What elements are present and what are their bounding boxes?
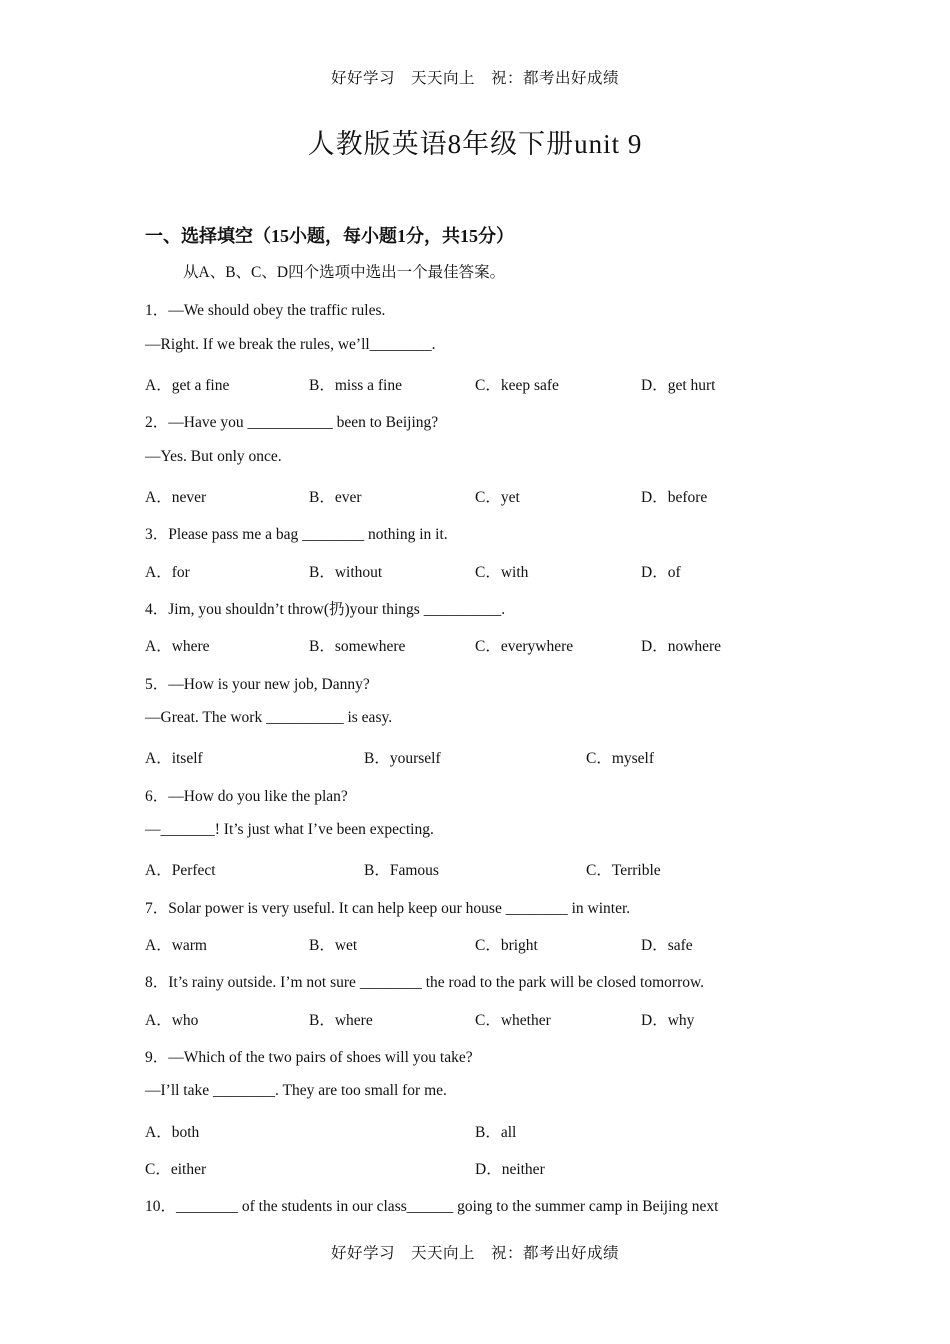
question-2-option-a: A．never xyxy=(145,489,207,506)
question-3-option-c: C．with xyxy=(475,564,529,581)
question-1-option-d: D．get hurt xyxy=(641,377,716,394)
page-header: 好好学习 天天向上 祝：都考出好成绩 xyxy=(330,70,619,87)
question-6-option-a: A．Perfect xyxy=(145,862,216,879)
question-2-option-d: D．before xyxy=(641,489,708,506)
question-8-option-d: D．why xyxy=(641,1012,695,1029)
question-6-line-2: —_______! It’s just what I’ve been expecting. xyxy=(145,821,434,838)
question-3-line-1: 3．Please pass me a bag ________ nothing in it. xyxy=(145,526,448,543)
question-4-option-a: A．where xyxy=(145,638,210,655)
question-6-option-c: C．Terrible xyxy=(586,862,661,879)
question-1-option-b: B．miss a fine xyxy=(309,377,402,394)
page-footer: 好好学习 天天向上 祝：都考出好成绩 xyxy=(330,1245,619,1262)
question-9-option-a: A．both xyxy=(145,1124,200,1141)
question-4-option-c: C．everywhere xyxy=(475,638,574,655)
question-2-option-b: B．ever xyxy=(309,489,362,506)
question-8-line-1: 8．It’s rainy outside. I’m not sure ________ the road to the park will be closed tomorrow. xyxy=(145,974,705,991)
question-7-option-b: B．wet xyxy=(309,937,358,954)
question-8-option-c: C．whether xyxy=(475,1012,551,1029)
question-3-option-a: A．for xyxy=(145,564,190,581)
question-7-line-1: 7．Solar power is very useful. It can help keep our house ________ in winter. xyxy=(145,900,631,917)
question-4-line-1: 4．Jim, you shouldn’t throw(扔)your things __________. xyxy=(145,601,506,618)
question-4-option-b: B．somewhere xyxy=(309,638,406,655)
question-8-option-b: B．where xyxy=(309,1012,373,1029)
question-2-option-c: C．yet xyxy=(475,489,520,506)
question-5-line-2: —Great. The work __________ is easy. xyxy=(145,709,393,726)
question-1-line-2: —Right. If we break the rules, we’ll________. xyxy=(145,336,436,353)
question-9-option-d: D．neither xyxy=(475,1161,545,1178)
question-2-line-1: 2．—Have you ___________ been to Beijing? xyxy=(145,414,439,431)
question-8-option-a: A．who xyxy=(145,1012,199,1029)
question-1-option-a: A．get a fine xyxy=(145,377,230,394)
question-5-option-b: B．yourself xyxy=(364,750,441,767)
question-7-option-d: D．safe xyxy=(641,937,693,954)
question-5-line-1: 5．—How is your new job, Danny? xyxy=(145,676,370,693)
question-6-line-1: 6．—How do you like the plan? xyxy=(145,788,348,805)
document-title: 人教版英语8年级下册unit 9 xyxy=(307,129,643,159)
question-7-option-a: A．warm xyxy=(145,937,207,954)
question-1-line-1: 1．—We should obey the traffic rules. xyxy=(145,302,386,319)
question-9-option-c: C．either xyxy=(145,1161,207,1178)
question-4-option-d: D．nowhere xyxy=(641,638,722,655)
question-3-option-d: D．of xyxy=(641,564,681,581)
question-3-option-b: B．without xyxy=(309,564,383,581)
question-9-option-b: B．all xyxy=(475,1124,517,1141)
question-10-line-1: 10．________ of the students in our class______ going to the summer camp in Beijing next xyxy=(145,1198,719,1215)
question-5-option-a: A．itself xyxy=(145,750,203,767)
question-1-option-c: C．keep safe xyxy=(475,377,559,394)
section-title: 一、选择填空（15小题，每小题1分，共15分） xyxy=(145,226,514,246)
question-6-option-b: B．Famous xyxy=(364,862,439,879)
instruction: 从A、B、C、D四个选项中选出一个最佳答案。 xyxy=(183,264,506,281)
question-9-line-2: —I’ll take ________. They are too small for me. xyxy=(145,1082,447,1099)
question-7-option-c: C．bright xyxy=(475,937,538,954)
question-9-line-1: 9．—Which of the two pairs of shoes will you take? xyxy=(145,1049,473,1066)
question-2-line-2: —Yes. But only once. xyxy=(145,448,282,465)
question-5-option-c: C．myself xyxy=(586,750,655,767)
